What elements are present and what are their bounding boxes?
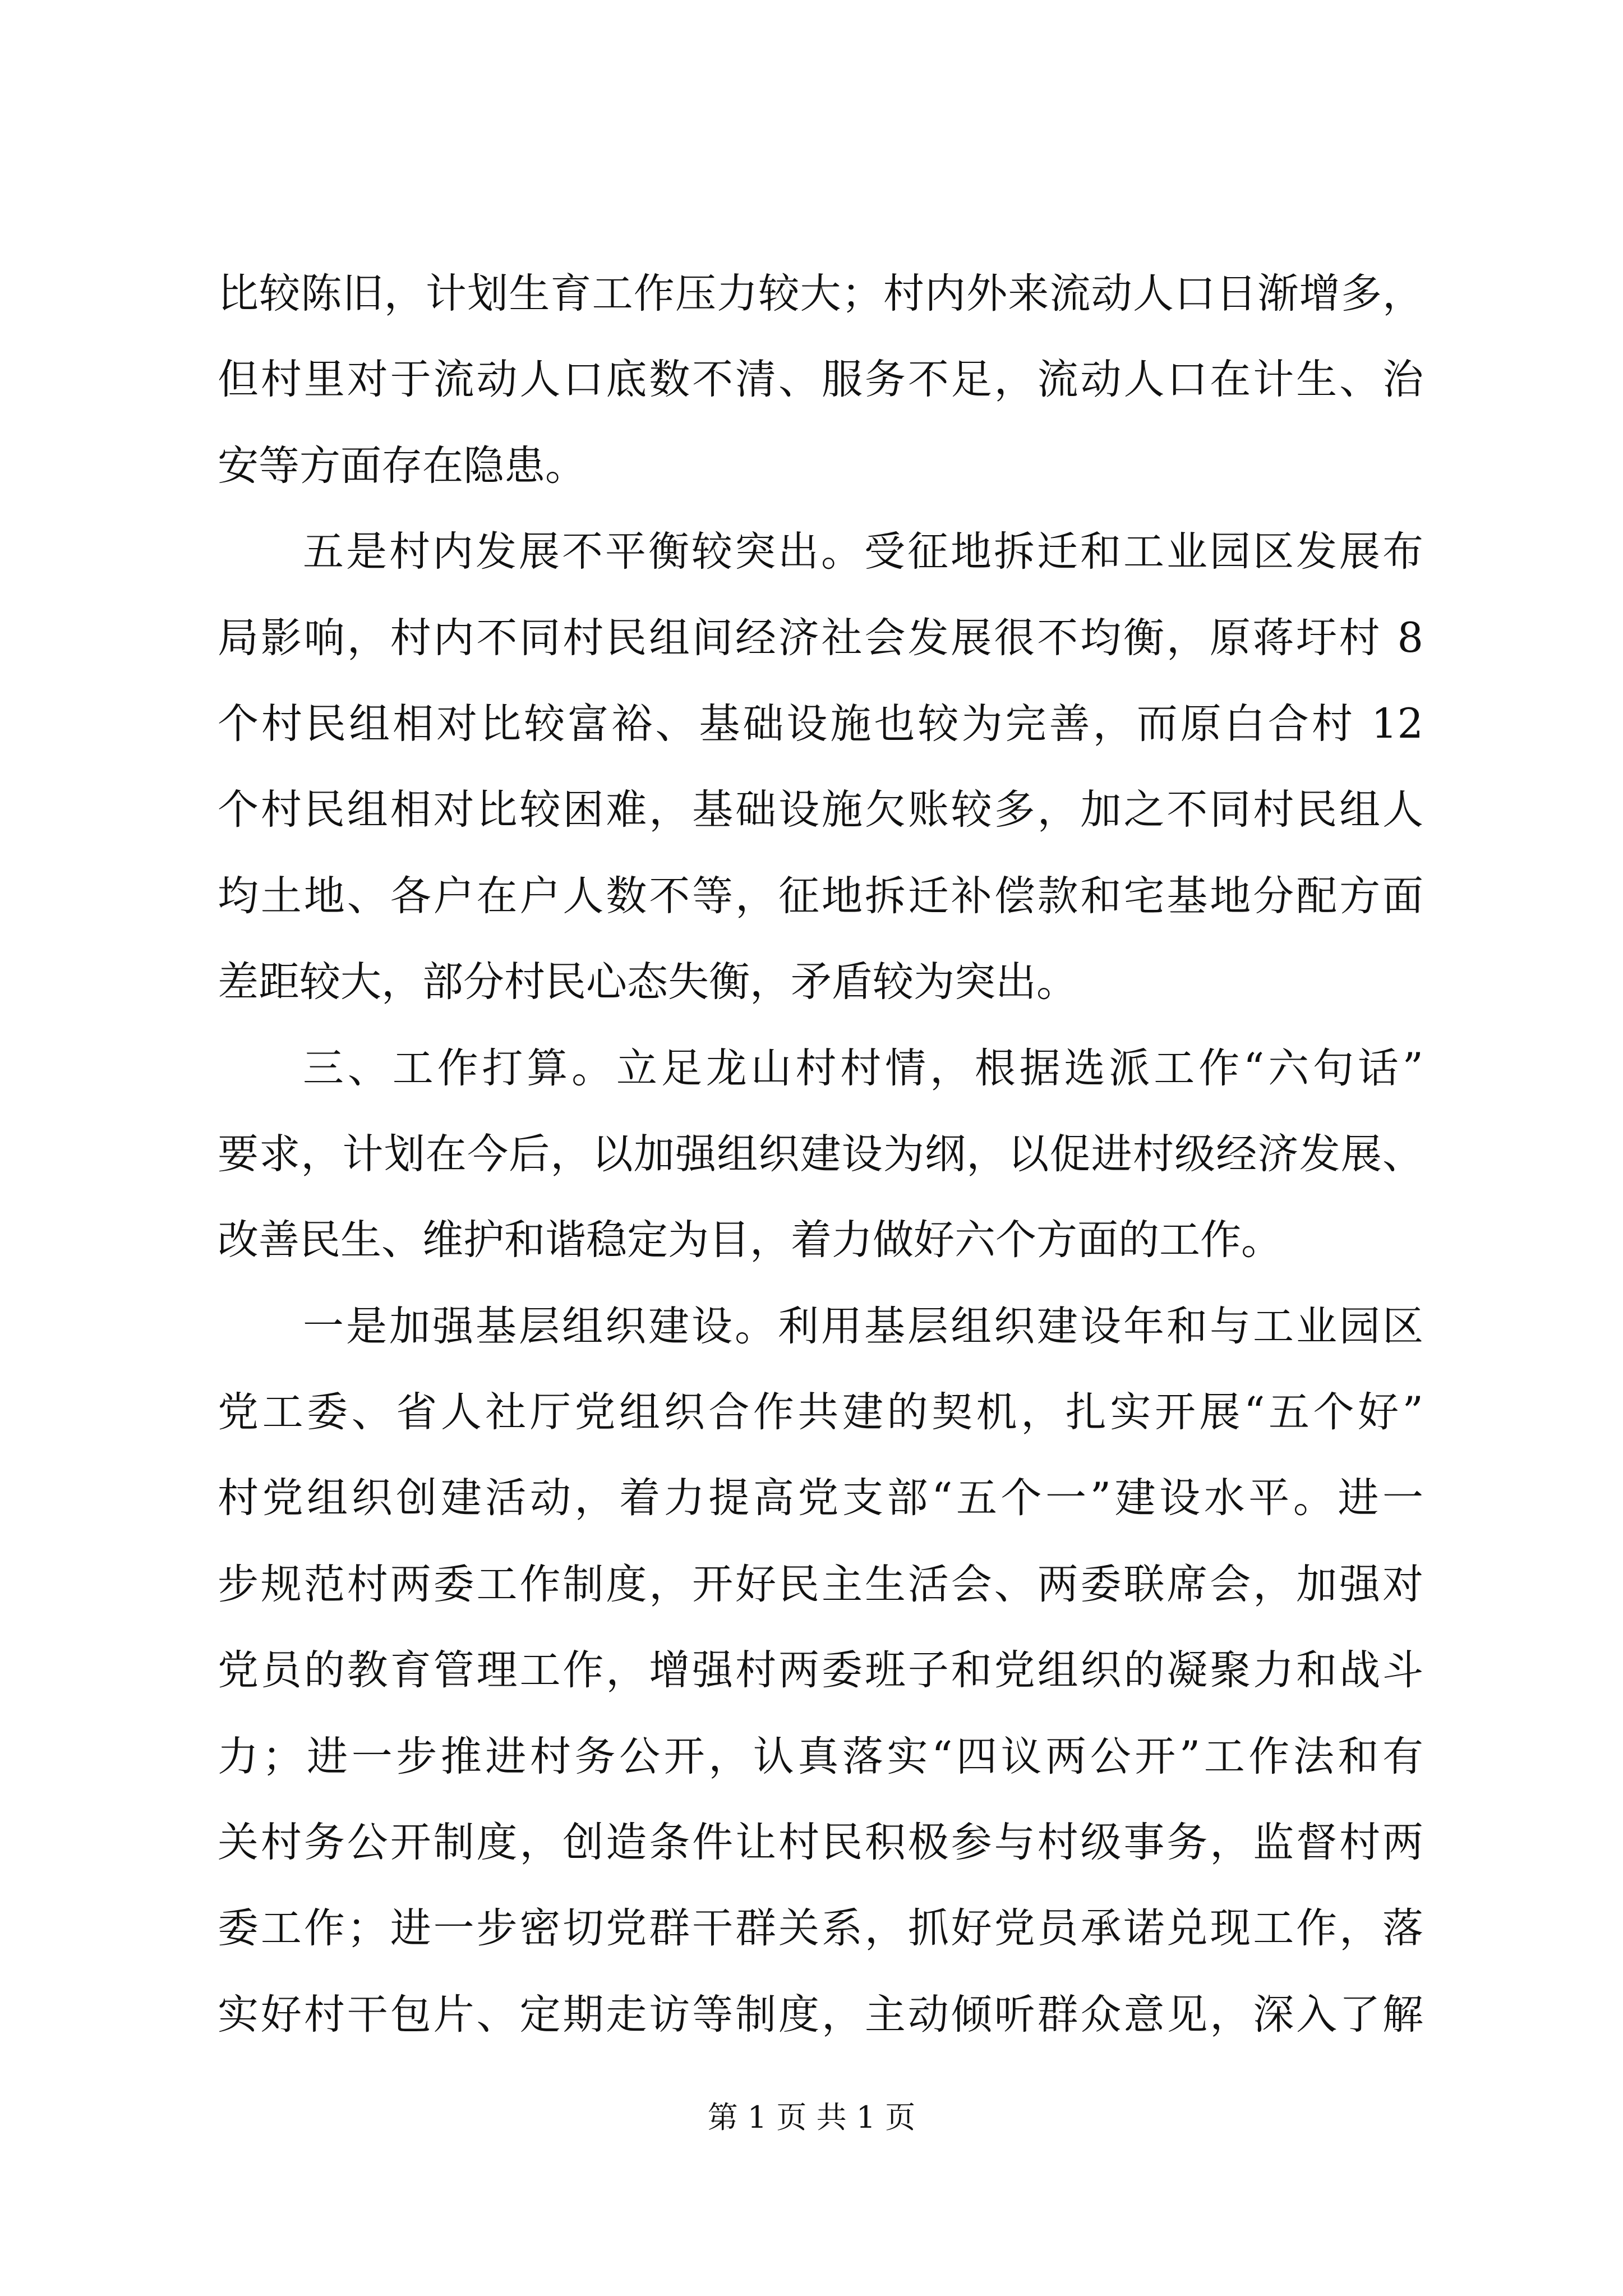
text-line: 个村民组相对比较富裕、基础设施也较为完善，而原白合村 12 (218, 700, 1423, 748)
paragraph-start-line: 一是加强基层组织建设。利用基层组织建设年和与工业园区 (303, 1302, 1423, 1350)
text-line: 改善民生、维护和谐稳定为目，着力做好六个方面的工作。 (218, 1216, 1282, 1264)
document-body (218, 251, 1423, 2058)
text-line: 局影响，村内不同村民组间经济社会发展很不均衡，原蒋圩村 8 (218, 614, 1423, 662)
text-line: 比较陈旧，计划生育工作压力较大；村内外来流动人口日渐增多， (218, 270, 1423, 318)
text-line: 但村里对于流动人口底数不清、服务不足，流动人口在计生、治 (218, 356, 1423, 404)
text-line: 实好村干包片、定期走访等制度，主动倾听群众意见，深入了解 (218, 1990, 1423, 2039)
text-line: 步规范村两委工作制度，开好民主生活会、两委联席会，加强对 (218, 1560, 1423, 1608)
text-line: 委工作；进一步密切党群干群关系，抓好党员承诺兑现工作，落 (218, 1904, 1423, 1953)
text-line: 力；进一步推进村务公开，认真落实“四议两公开”工作法和有 (218, 1732, 1423, 1780)
paragraph-start-line: 三、工作打算。立足龙山村村情，根据选派工作“六句话” (303, 1044, 1423, 1092)
text-line: 差距较大，部分村民心态失衡，矛盾较为突出。 (218, 958, 1077, 1006)
page-footer: 第 1 页 共 1 页 (707, 2100, 916, 2135)
text-line: 关村务公开制度，创造条件让村民积极参与村级事务，监督村两 (218, 1819, 1423, 1867)
text-line: 党工委、省人社厅党组织合作共建的契机，扎实开展“五个好” (218, 1388, 1423, 1437)
text-line: 安等方面存在隐患。 (218, 441, 586, 490)
text-line: 党员的教育管理工作，增强村两委班子和党组织的凝聚力和战斗 (218, 1646, 1423, 1695)
text-line: 村党组织创建活动，着力提高党支部“五个一”建设水平。进一 (218, 1474, 1423, 1522)
text-line: 个村民组相对比较困难，基础设施欠账较多，加之不同村民组人 (218, 786, 1423, 834)
paragraph-start-line: 五是村内发展不平衡较突出。受征地拆迁和工业园区发展布 (303, 528, 1423, 576)
text-line: 要求，计划在今后，以加强组织建设为纲，以促进村级经济发展、 (218, 1130, 1423, 1178)
text-line: 均土地、各户在户人数不等，征地拆迁补偿款和宅基地分配方面 (218, 872, 1423, 920)
